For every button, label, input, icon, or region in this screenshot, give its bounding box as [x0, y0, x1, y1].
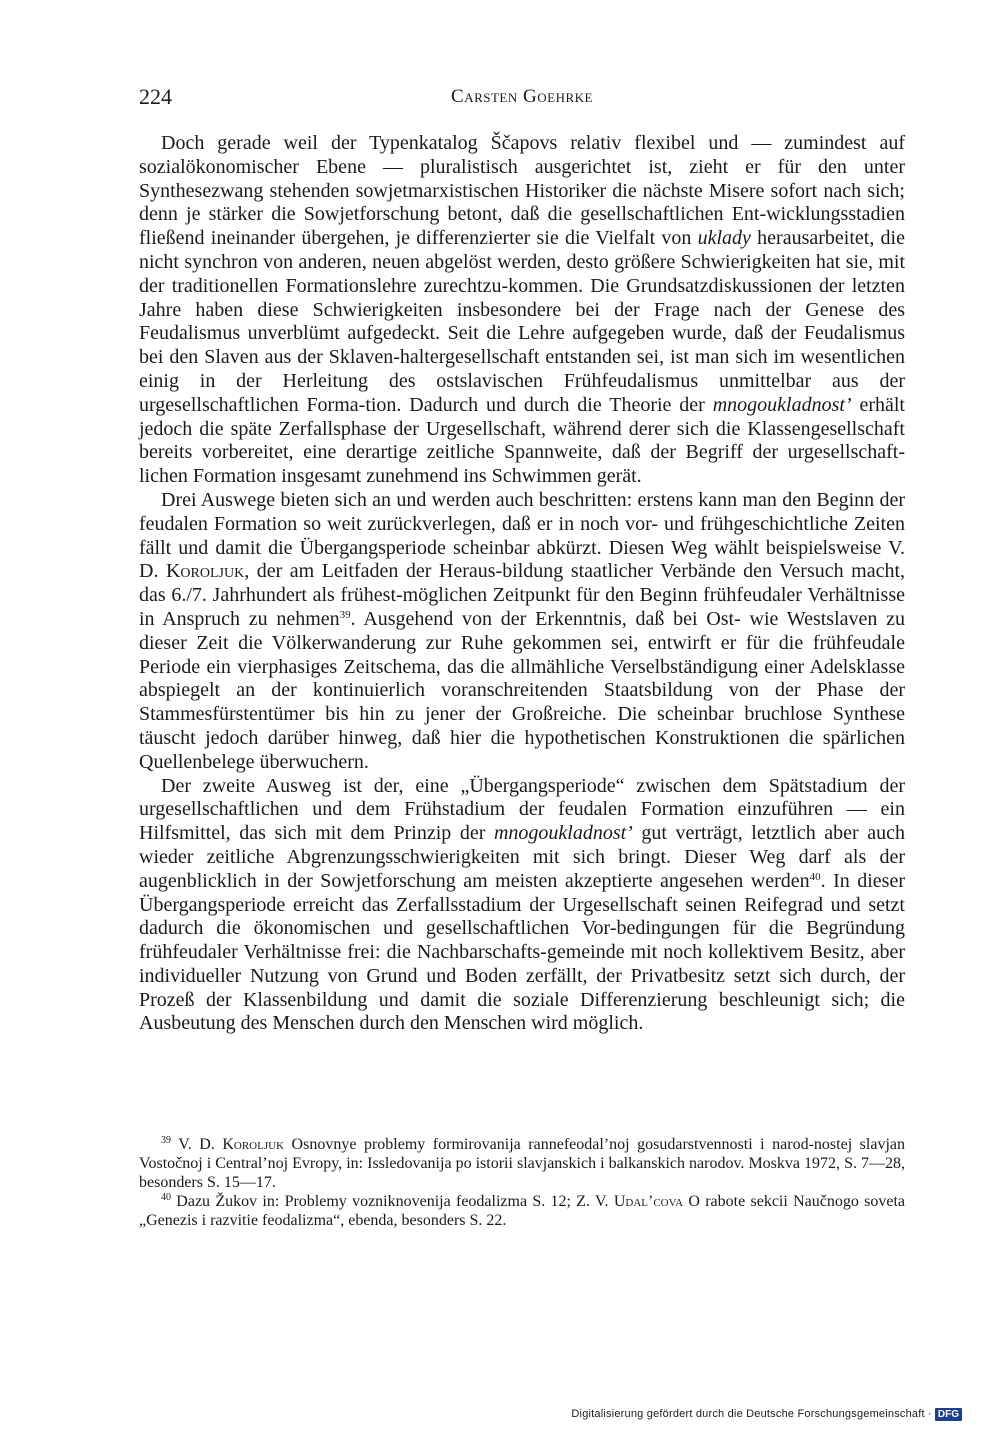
text-run: herausarbeitet, die nicht synchron von anderen, neuen abgelöst werden, desto größere Schwierigkeiten hat sie, mit der traditionellen Formationslehre zurechtzu-kommen. Die Grundsatzdiskussionen der letzten Jahre haben diese Schwierigkeiten insbesondere bei der Frage nach der Genese des Feudalismus unverblümt aufgedeckt. Seit die Lehre aufgegeben wurde, daß der Feudalismus bei den Slaven aus der Sklaven-haltergesellschaft entstanden sei, ist man sich im wesentlichen einig in der Herleitung des ostslavischen Frühfeudalismus unmittelbar aus der urgesellschaftlichen Forma-tion. Dadurch und durch die Theorie der: [139, 227, 905, 416]
footnote-ref-39[interactable]: 39: [339, 608, 351, 621]
dfg-logo-icon: DFG: [935, 1408, 962, 1421]
text-run: Der zweite Ausweg ist der, eine „Übergangsperiode“ zwischen dem Spätstadium der urgesellschaftlichen und dem Frühstadium der feudalen Formation einzuführen — ein Hilfsmittel, das sich mit dem Prinzip der: [139, 774, 905, 845]
text-run: Drei Auswege bieten sich an und werden auch beschritten: erstens kann man den Beginn der feudalen Formation so weit zurückverlegen, daß er in noch vor- und frühgeschichtliche Zeiten fällt und damit die Übergangsperiode scheinbar abkürzt. Diesen Weg wählt beispielsweise V. D.: [139, 488, 905, 583]
page-number: 224: [139, 84, 172, 109]
paragraph-2: [139, 489, 905, 775]
body-text: [139, 132, 905, 1036]
text-run: . Ausgehend von der Erkenntnis, daß bei Ost- wie Westslaven zu dieser Zeit die Völkerwanderung zur Ruhe gekommen sei, entwirft er für die frühfeudale Periode ein vierphasiges Zeitschema, das die allmähliche Verselbständigung einer Adelsklasse abspiegelt an der kontinuierlich voranschreitenden Staatsbildung von der Phase der Stammesfürstentümer bis hin zu jener der Großreiche. Die scheinbar bruchlose Synthese täuscht jedoch darüber hinweg, daß hier die hypothetischen Konstruktionen die spärlichen Quellenbelege überwuchern.: [139, 607, 906, 773]
text-run: . In dieser Übergangsperiode erreicht das Zerfallsstadium der Urgesellschaft seinen Reifegrad und setzt dadurch die ökonomischen und gesellschaftlichen Vor-bedingungen für die Begründung frühfeudaler Verhältnisse frei: die Nachbarschafts-gemeinde mit noch kollektivem Besitz, aber individueller Nutzung von Grund und Boden zerfällt, der Privatbesitz setzt sich durch, der Prozeß der Klassenbildung und damit die soziale Differenzierung beschleunigt sich; die Ausbeutung des Menschen durch den Menschen wird möglich.: [139, 869, 905, 1035]
author-name: Koroljuk: [165, 560, 245, 583]
running-head: Carsten Goehrke: [451, 86, 593, 107]
footnote-ref-40[interactable]: 40: [809, 870, 821, 883]
text-run: erhält jedoch die späte Zerfallsphase der Urgesellschaft, während derer sich die Klassengesellschaft bereits vorbereitet, eine derartige zeitliche Spannweite, daß der Begriff der urgesellschaft-lichen Formation insgesamt zunehmend ins Schwimmen gerät.: [139, 393, 905, 488]
italic-term: mnogoukladnost’: [712, 393, 852, 416]
paragraph-3: [139, 775, 905, 1037]
author-name: Koroljuk: [222, 1136, 285, 1153]
italic-term: mnogoukladnost’: [493, 822, 633, 845]
footnote-40: [139, 1192, 905, 1230]
text-run: Osnovnye problemy formirovanija rannefeodal’noj gosudarstvennosti i narod-nostej slavjan Vostočnoj i Central’noj Evropy, in: Issledovanija po istorii slavjanskich i balkanskich narodov. Moskva 1972, S. 7—28, besonders S. 15—17.: [139, 1136, 905, 1191]
author-name: Udal’cova: [613, 1193, 684, 1210]
footnote-number: 39: [161, 1135, 171, 1146]
text-run: gut verträgt, letztlich aber auch wieder zeitliche Abgrenzungsschwierigkeiten mit sich bringt. Dieser Weg darf als der augenblicklich in der Sowjetforschung am meisten akzeptierte angesehen werden: [139, 822, 905, 892]
digitization-credit: [571, 1406, 962, 1422]
footnote-39: [139, 1135, 905, 1192]
footnotes: [139, 1135, 905, 1230]
italic-term: uklady: [697, 227, 751, 250]
text-run: Doch gerade weil der Typenkatalog Ščapovs relativ flexibel und — zumindest auf sozialökonomischer Ebene — pluralistisch ausgerichtet ist, zieht er für den unter Synthesezwang stehenden sowjetmarxistischen Historiker die nächste Misere sofort nach sich; denn je stärker die Sowjetforschung betont, daß die gesellschaftlichen Ent-wicklungsstadien fließend ineinander übergehen, je differenzierter sie die Vielfalt von: [139, 132, 905, 250]
text-run: Dazu Žukov in: Problemy vozniknovenija feodalizma S. 12; Z. V.: [171, 1193, 614, 1210]
page-header: [139, 84, 905, 114]
credit-text: Digitalisierung gefördert durch die Deutsche Forschungsgemeinschaft ·: [571, 1408, 932, 1420]
text-run: , der am Leitfaden der Heraus-bildung staatlicher Verbände den Versuch macht, das 6./7. Jahrhundert als frühest-möglichen Zeitpunkt für den Beginn frühfeudaler Verhältnisse in Anspruch zu nehmen: [139, 560, 906, 630]
text-run: V. D.: [171, 1136, 223, 1153]
footnote-number: 40: [161, 1192, 171, 1203]
paragraph-1: [139, 132, 905, 489]
text-run: O rabote sekcii Naučnogo soveta „Genezis i razvitie feodalizma“, ebenda, besonders S. 22.: [139, 1193, 906, 1229]
